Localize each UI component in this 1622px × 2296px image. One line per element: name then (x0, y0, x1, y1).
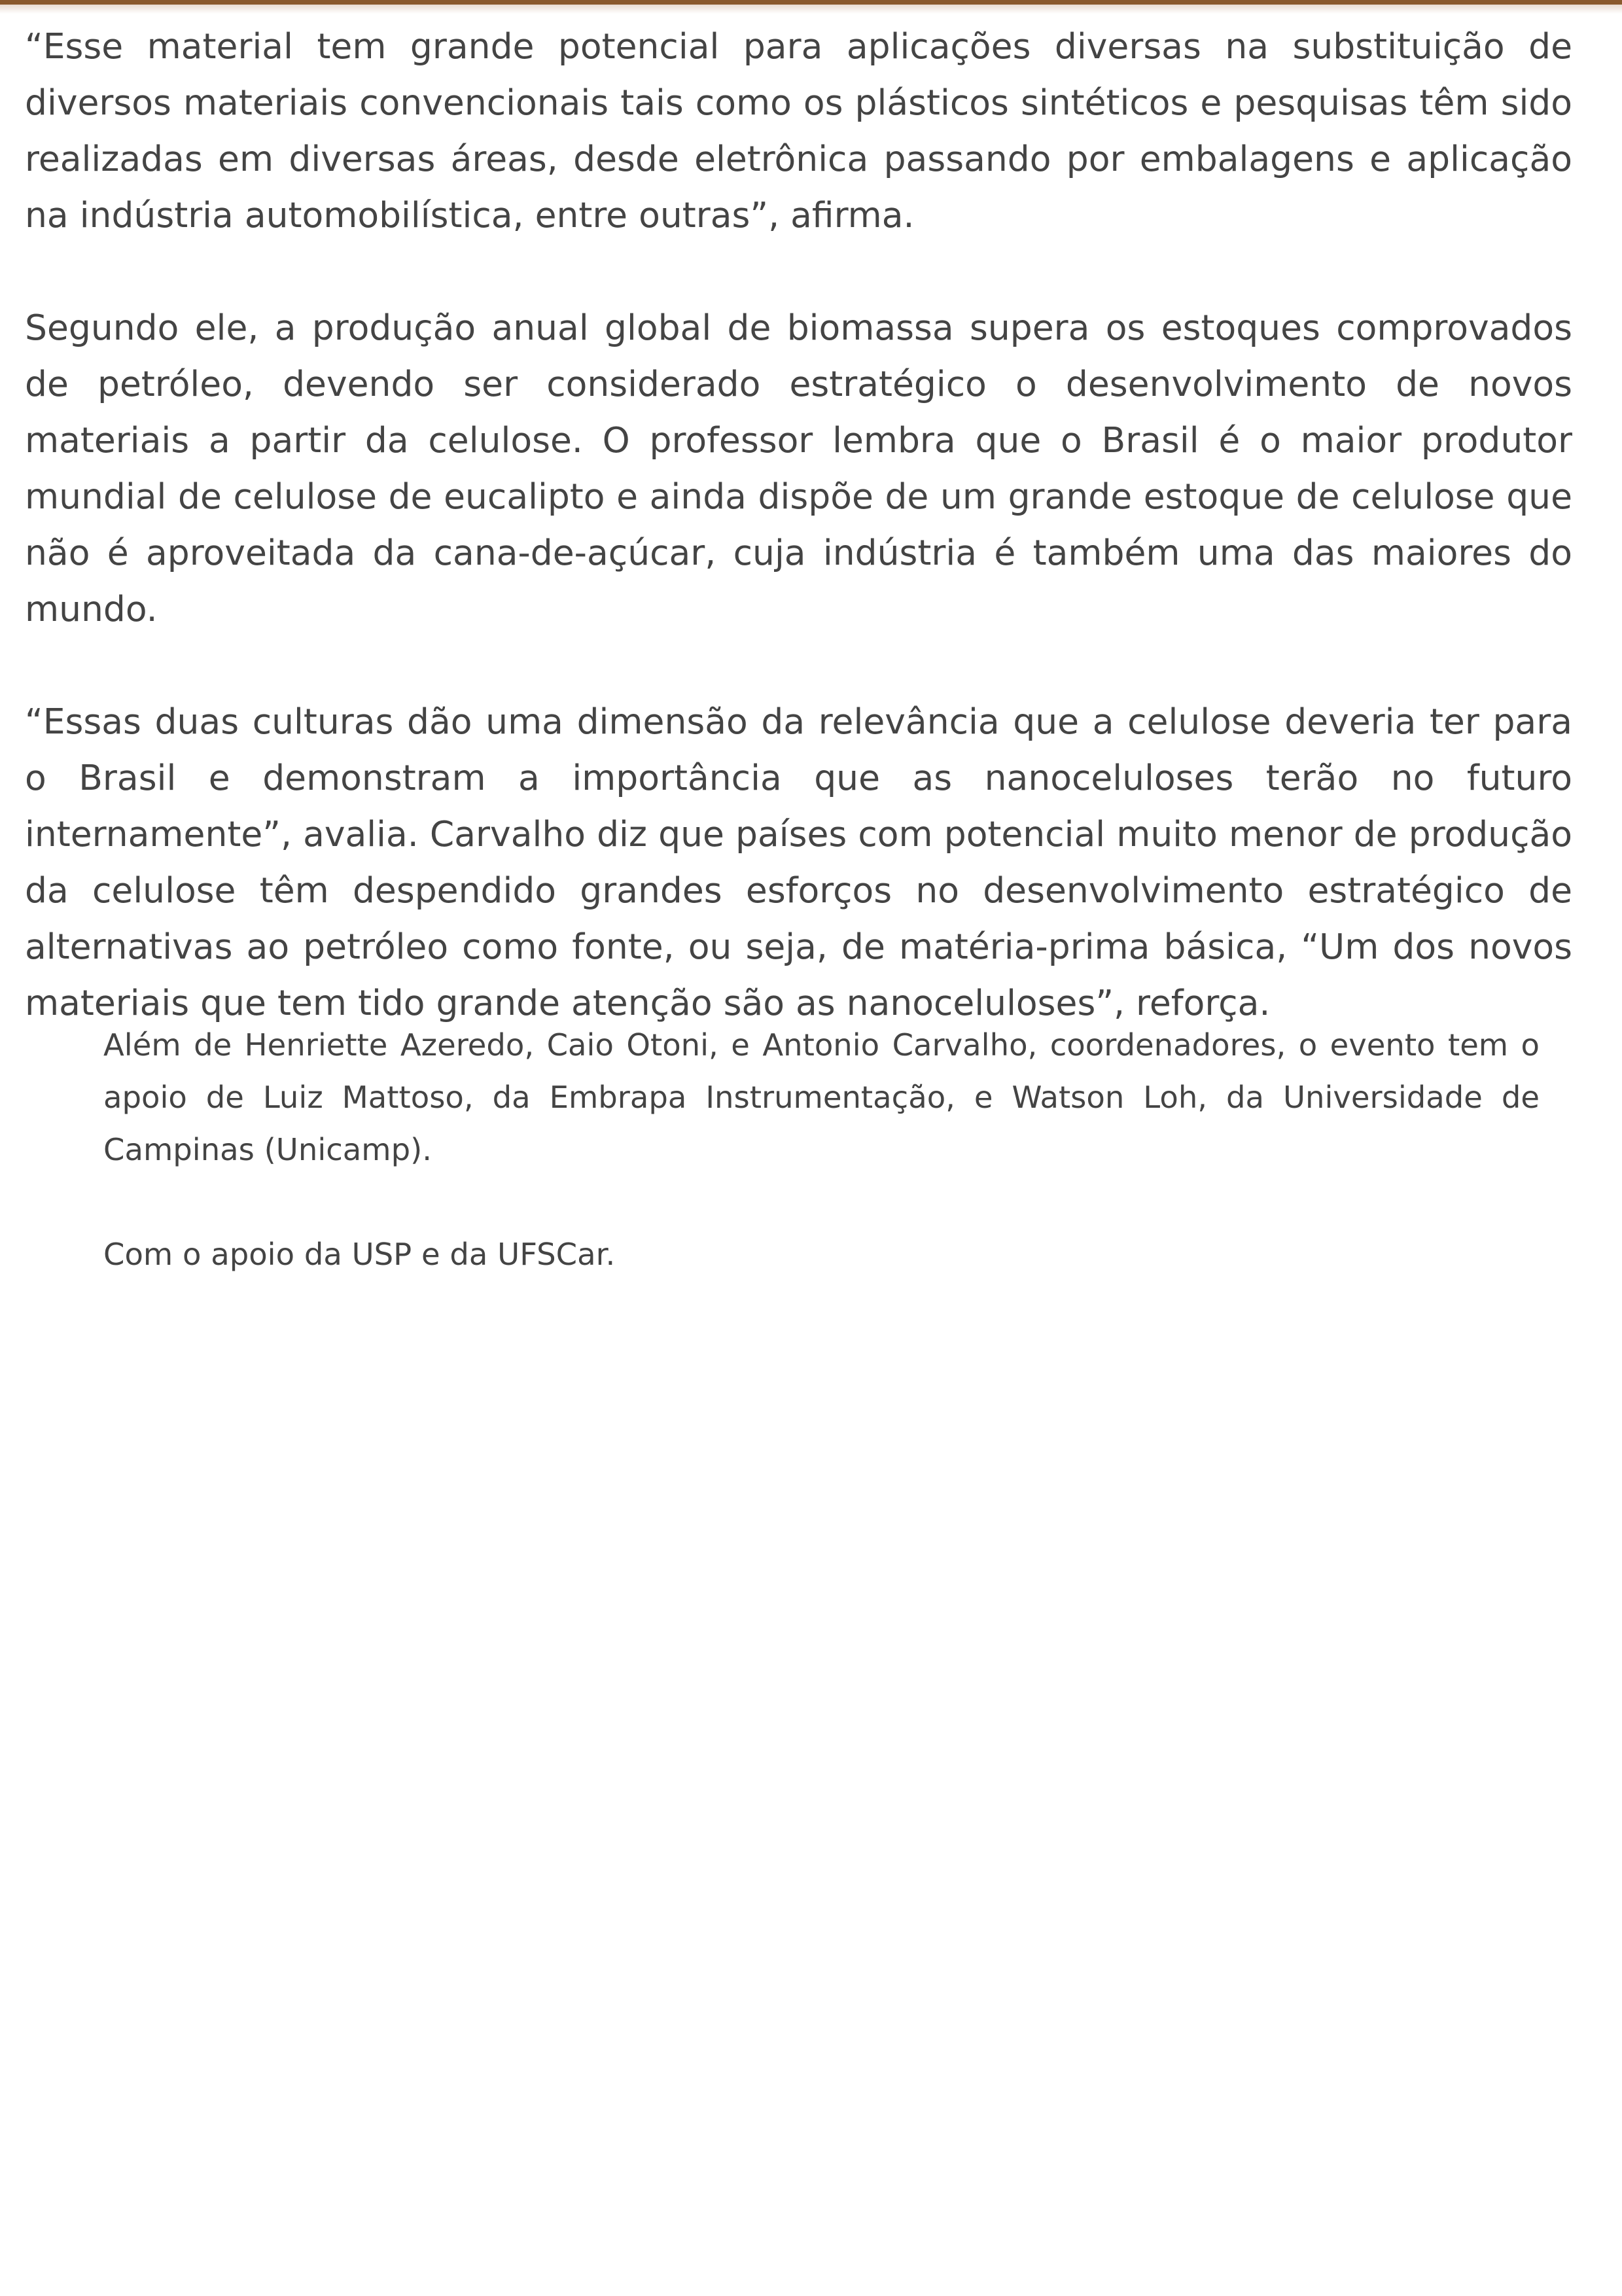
footnote-coordinators: Além de Henriette Azeredo, Caio Otoni, e Antonio Carvalho, coordenadores, o evento tem o apoio de Luiz Mattoso, da Embrapa Instrumentação, e Watson Loh, da Universidade de Campinas (Unicamp). (103, 1027, 1540, 1167)
footnote-support: Com o apoio da USP e da UFSCar. (103, 1237, 616, 1272)
top-divider (0, 0, 1622, 5)
article-body (25, 18, 1572, 1031)
article-footnote (103, 1019, 1540, 1333)
article-paragraph-quote-material: “Esse material tem grande potencial para aplicações diversas na substituição de diversos materiais convencionais tais como os plásticos sintéticos e pesquisas têm sido realizadas em diversas áreas, desde eletrônica passando por embalagens e aplicação na indústria automobilística, entre outras”, afirma. (25, 26, 1572, 236)
article-paragraph-biomass: Segundo ele, a produção anual global de biomassa supera os estoques comprovados de petróleo, devendo ser considerado estratégico o desenvolvimento de novos materiais a partir da celulose. O professor lembra que o Brasil é o maior produtor mundial de celulose de eucalipto e ainda dispõe de um grande estoque de celulose que não é aproveitada da cana-de-açúcar, cuja indústria é também uma das maiores do mundo. (25, 307, 1572, 629)
article-paragraph-cultures: “Essas duas culturas dão uma dimensão da relevância que a celulose deveria ter para o Brasil e demonstram a importância que as nanoceluloses terão no futuro internamente”, avalia. Carvalho diz que países com potencial muito menor de produção da celulose têm despendido grandes esforços no desenvolvimento estratégico de alternativas ao petróleo como fonte, ou seja, de matéria-prima básica, “Um dos novos materiais que tem tido grande atenção são as nanoceluloses”, reforça. (25, 701, 1572, 1023)
